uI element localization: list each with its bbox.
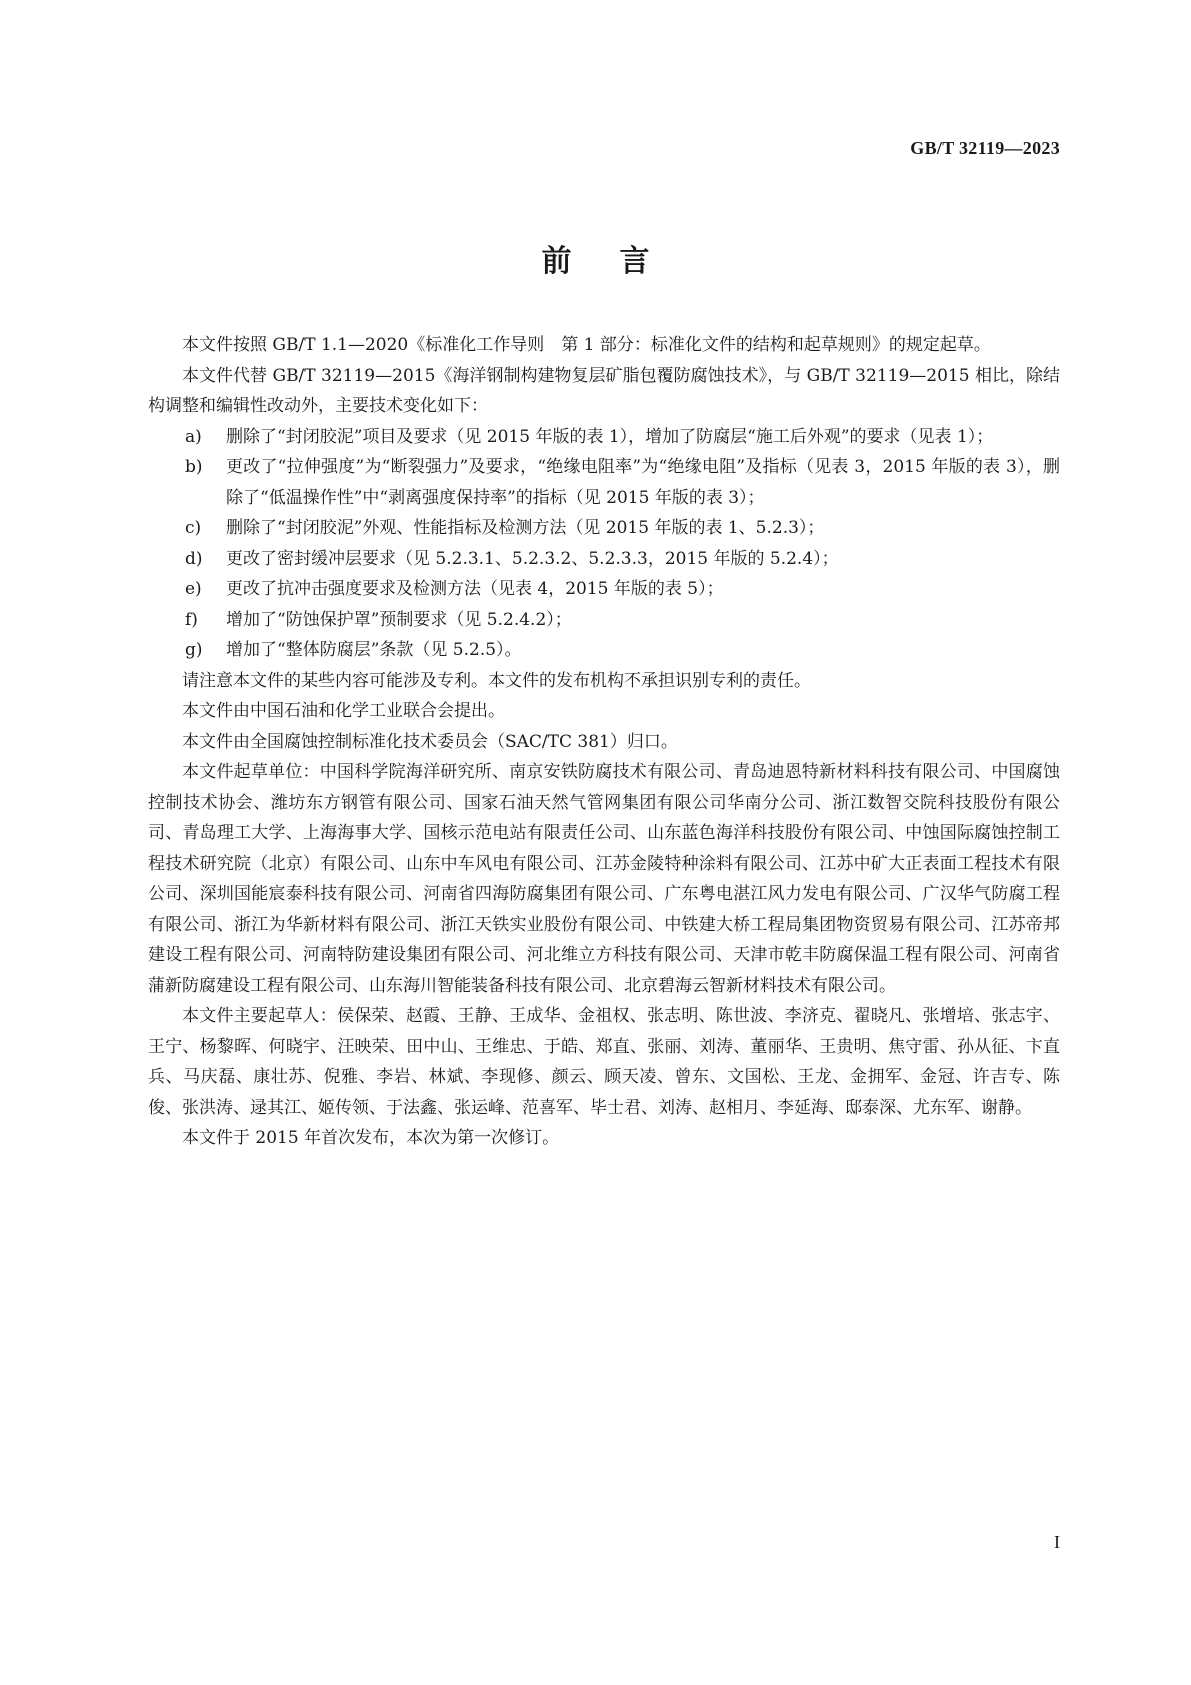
paragraph-proposer: 本文件由中国石油和化学工业联合会提出。 [182, 701, 505, 721]
list-marker: f) [185, 609, 198, 630]
list-item [148, 544, 1060, 575]
paragraph-drafters: 本文件主要起草人：侯保荣、赵霞、王静、王成华、金祖权、张志明、陈世波、李济克、翟晓凡、张增培、张志宇、王宁、杨黎晖、何晓宇、汪映荣、田中山、王维忠、于皓、郑直、张丽、刘涛、董丽华、王贵明、焦守雷、孙从征、卞直兵、马庆磊、康壮苏、倪雅、李岩、林斌、李现修、颜云、顾天凌、曾东、文国松、王龙、金拥军、金冠、许吉专、陈俊、张洪涛、逯其江、姬传领、于法鑫、张运峰、范喜军、毕士君、刘涛、赵相月、李延海、邸泰深、尤东军、谢静。 [148, 1006, 1060, 1118]
standard-code: GB/T 32119—2023 [910, 138, 1060, 158]
list-marker: c) [185, 518, 202, 538]
list-marker: a) [185, 426, 202, 447]
list-item-text: 删除了“封闭胶泥”项目及要求（见 2015 年版的表 1），增加了防腐层“施工后外观”的要求（见表 1）； [226, 426, 994, 447]
list-item [148, 513, 1060, 544]
list-item-text: 更改了“拉伸强度”为“断裂强力”及要求，“绝缘电阻率”为“绝缘电阻”及指标（见表 3，2015 年版的表 3），删除了“低温操作性”中“剥离强度保持率”的指标（见 2015 年版的表 3）； [226, 457, 1060, 508]
list-item-text: 增加了“整体防腐层”条款（见 5.2.5）。 [226, 640, 522, 660]
list-item-text: 更改了密封缓冲层要求（见 5.2.3.1、5.2.3.2、5.2.3.3，2015 年版的 5.2.4）； [226, 548, 839, 569]
paragraph-drafting-organizations: 本文件起草单位：中国科学院海洋研究所、南京安铁防腐技术有限公司、青岛迪恩特新材料科技有限公司、中国腐蚀控制技术协会、潍坊东方钢管有限公司、国家石油天然气管网集团有限公司华南分公司、浙江数智交院科技股份有限公司、青岛理工大学、上海海事大学、国核示范电站有限责任公司、山东蓝色海洋科技股份有限公司、中蚀国际腐蚀控制工程技术研究院（北京）有限公司、山东中车风电有限公司、江苏金陵特种涂料有限公司、江苏中矿大正表面工程技术有限公司、深圳国能宸泰科技有限公司、河南省四海防腐集团有限公司、广东粤电湛江风力发电有限公司、广汉华气防腐工程有限公司、浙江为华新材料有限公司、浙江天铁实业股份有限公司、中铁建大桥工程局集团物资贸易有限公司、江苏帝邦建设工程有限公司、河南特防建设集团有限公司、河北维立方科技有限公司、天津市乾丰防腐保温工程有限公司、河南省蒲新防腐建设工程有限公司、山东海川智能装备科技有限公司、北京碧海云智新材料技术有限公司。 [148, 762, 1060, 996]
page-title: 前言 [541, 244, 698, 279]
list-item [148, 574, 1060, 605]
list-item [148, 635, 1060, 666]
list-item-text: 更改了抗冲击强度要求及检测方法（见表 4，2015 年版的表 5）； [226, 579, 724, 599]
list-marker: e) [185, 579, 202, 599]
page-number: I [1054, 1532, 1060, 1552]
technical-changes-list [148, 422, 1060, 666]
list-marker: g) [185, 640, 203, 660]
list-marker: d) [185, 548, 203, 569]
list-marker: b) [185, 457, 203, 477]
paragraph-technical-committee: 本文件由全国腐蚀控制标准化技术委员会（SAC/TC 381）归口。 [182, 731, 678, 752]
list-item-text: 增加了“防蚀保护罩”预制要求（见 5.2.4.2）； [226, 609, 572, 630]
paragraph-drafting-rules: 本文件按照 GB/T 1.1—2020《标准化工作导则 第 1 部分：标准化文件的结构和起草规则》的规定起草。 [182, 335, 991, 355]
list-item [148, 605, 1060, 636]
document-body [148, 330, 1060, 1154]
list-item [148, 422, 1060, 453]
paragraph-replacement-notice: 本文件代替 GB/T 32119—2015《海洋钢制构建物复层矿脂包覆防腐蚀技术》，与 GB/T 32119—2015 相比，除结构调整和编辑性改动外，主要技术变化如下： [148, 365, 1060, 416]
list-item-text: 删除了“封闭胶泥”外观、性能指标及检测方法（见 2015 年版的表 1、5.2.3）； [226, 518, 825, 538]
paragraph-release-history: 本文件于 2015 年首次发布，本次为第一次修订。 [182, 1128, 560, 1148]
paragraph-patent-notice: 请注意本文件的某些内容可能涉及专利。本文件的发布机构不承担识别专利的责任。 [182, 670, 811, 691]
list-item [148, 452, 1060, 513]
